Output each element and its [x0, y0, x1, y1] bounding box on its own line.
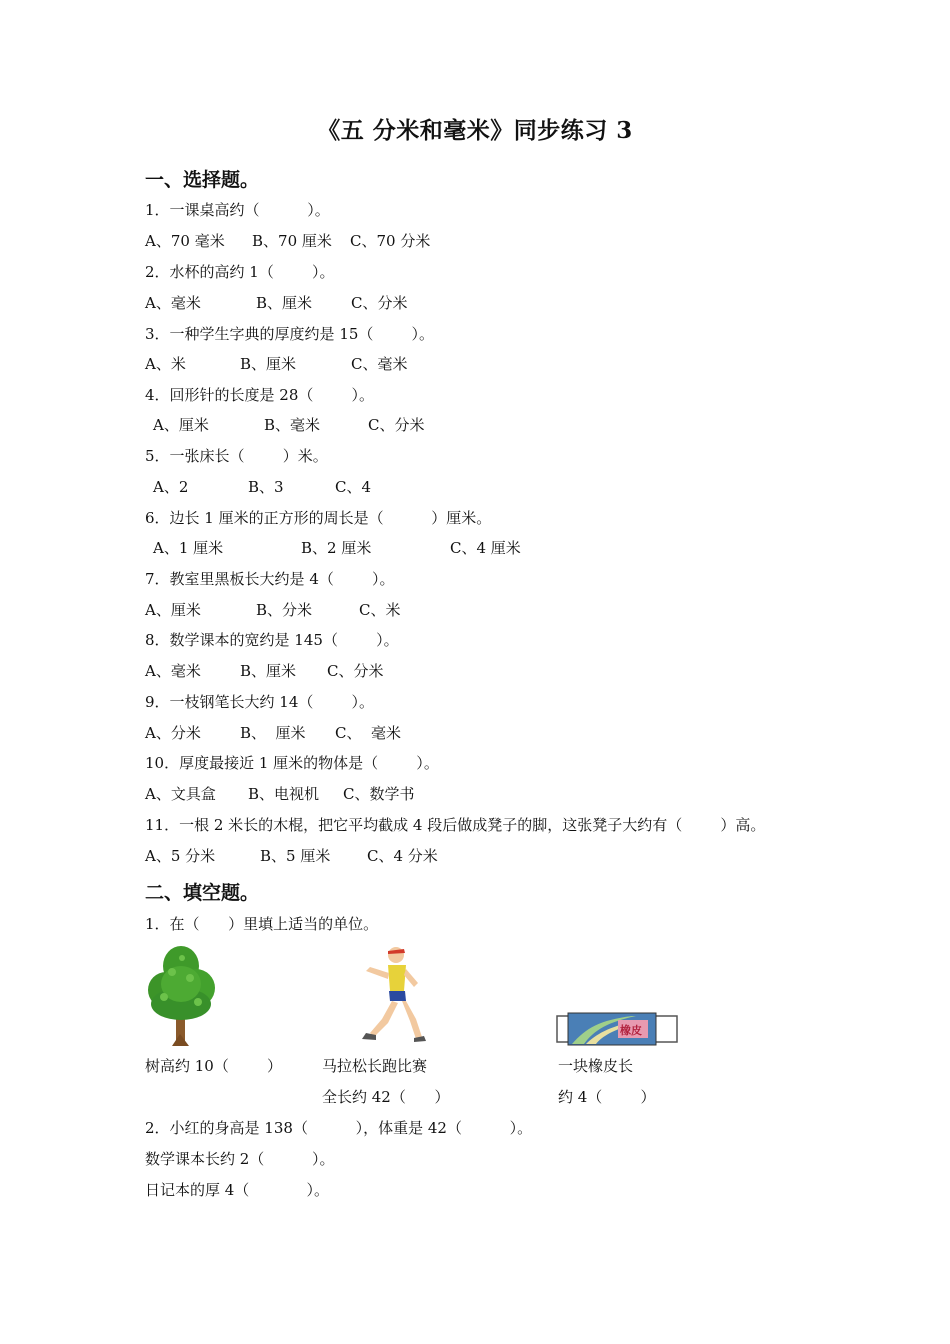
q10-option-c: C、数学书	[343, 785, 415, 803]
q3-option-b: B、厘米	[240, 355, 297, 373]
question-2: 2．水杯的高约 1（ ）。	[145, 263, 335, 281]
question-1: 1．一课桌高约（ ）。	[145, 201, 330, 219]
q3-option-a: A、米	[145, 355, 186, 373]
q1-option-a: A、70 毫米	[145, 232, 225, 250]
fill-question-2-line-3: 日记本的厚 4（ ）。	[145, 1181, 330, 1199]
q4-option-b: B、毫米	[264, 416, 321, 434]
question-9: 9．一枝钢笔长大约 14（ ）。	[145, 693, 375, 711]
question-5: 5．一张床长（ ）米。	[145, 447, 328, 465]
q6-option-a: A、1 厘米	[153, 539, 224, 557]
q6-option-c: C、4 厘米	[450, 539, 521, 557]
section-heading-choice: 一、选择题。	[145, 169, 260, 191]
q1-option-b: B、70 厘米	[252, 232, 332, 250]
q9-option-a: A、分米	[145, 724, 201, 742]
fill-question-2-line-2: 数学课本长约 2（ ）。	[145, 1150, 335, 1168]
q8-option-a: A、毫米	[145, 662, 201, 680]
question-10: 10．厚度最接近 1 厘米的物体是（ ）。	[145, 754, 439, 772]
q9-option-c: C、 毫米	[335, 724, 402, 742]
runner-caption-2: 全长约 42（ ）	[322, 1088, 450, 1106]
q5-option-a: A、2	[153, 478, 189, 496]
q5-option-c: C、4	[335, 478, 372, 496]
q10-option-b: B、电视机	[248, 785, 320, 803]
q11-option-a: A、5 分米	[145, 847, 216, 865]
page-title: 《五 分米和毫米》同步练习 3	[317, 117, 633, 144]
eraser-label: 橡皮	[620, 1024, 642, 1037]
question-6: 6．边长 1 厘米的正方形的周长是（ ）厘米。	[145, 509, 492, 527]
q7-option-c: C、米	[359, 601, 401, 619]
q11-option-c: C、4 分米	[367, 847, 438, 865]
question-8: 8．数学课本的宽约是 145（ ）。	[145, 631, 399, 649]
question-3: 3．一种学生字典的厚度约是 15（ ）。	[145, 325, 435, 343]
q8-option-c: C、分米	[327, 662, 384, 680]
q2-option-c: C、分米	[351, 294, 408, 312]
q11-option-b: B、5 厘米	[260, 847, 331, 865]
question-7: 7．教室里黑板长大约是 4（ ）。	[145, 570, 395, 588]
question-11: 11．一根 2 米长的木棍，把它平均截成 4 段后做成凳子的脚，这张凳子大约有（ ）高。	[145, 816, 766, 834]
runner-caption-1: 马拉松长跑比赛	[322, 1057, 428, 1075]
section-heading-fill: 二、填空题。	[145, 882, 260, 904]
q10-option-a: A、文具盒	[145, 785, 216, 803]
q5-option-b: B、3	[248, 478, 284, 496]
tree-caption: 树高约 10（ ）	[145, 1057, 283, 1075]
eraser-caption-2: 约 4（ ）	[558, 1088, 656, 1106]
q7-option-b: B、分米	[256, 601, 313, 619]
q8-option-b: B、厘米	[240, 662, 297, 680]
question-4: 4．回形针的长度是 28（ ）。	[145, 386, 375, 404]
q4-option-a: A、厘米	[153, 416, 209, 434]
eraser-caption-1: 一块橡皮长	[558, 1057, 634, 1075]
eraser-image	[556, 1010, 678, 1048]
q2-option-a: A、毫米	[145, 294, 201, 312]
fill-question-2: 2．小红的身高是 138（ ），体重是 42（ ）。	[145, 1119, 533, 1137]
q9-option-b: B、 厘米	[240, 724, 306, 742]
runner-image	[352, 943, 432, 1047]
q7-option-a: A、厘米	[145, 601, 201, 619]
q3-option-c: C、毫米	[351, 355, 408, 373]
q6-option-b: B、2 厘米	[301, 539, 372, 557]
fill-question-1: 1．在（ ）里填上适当的单位。	[145, 915, 379, 933]
tree-image	[142, 942, 220, 1048]
q1-option-c: C、70 分米	[350, 232, 431, 250]
q2-option-b: B、厘米	[256, 294, 313, 312]
q4-option-c: C、分米	[368, 416, 425, 434]
